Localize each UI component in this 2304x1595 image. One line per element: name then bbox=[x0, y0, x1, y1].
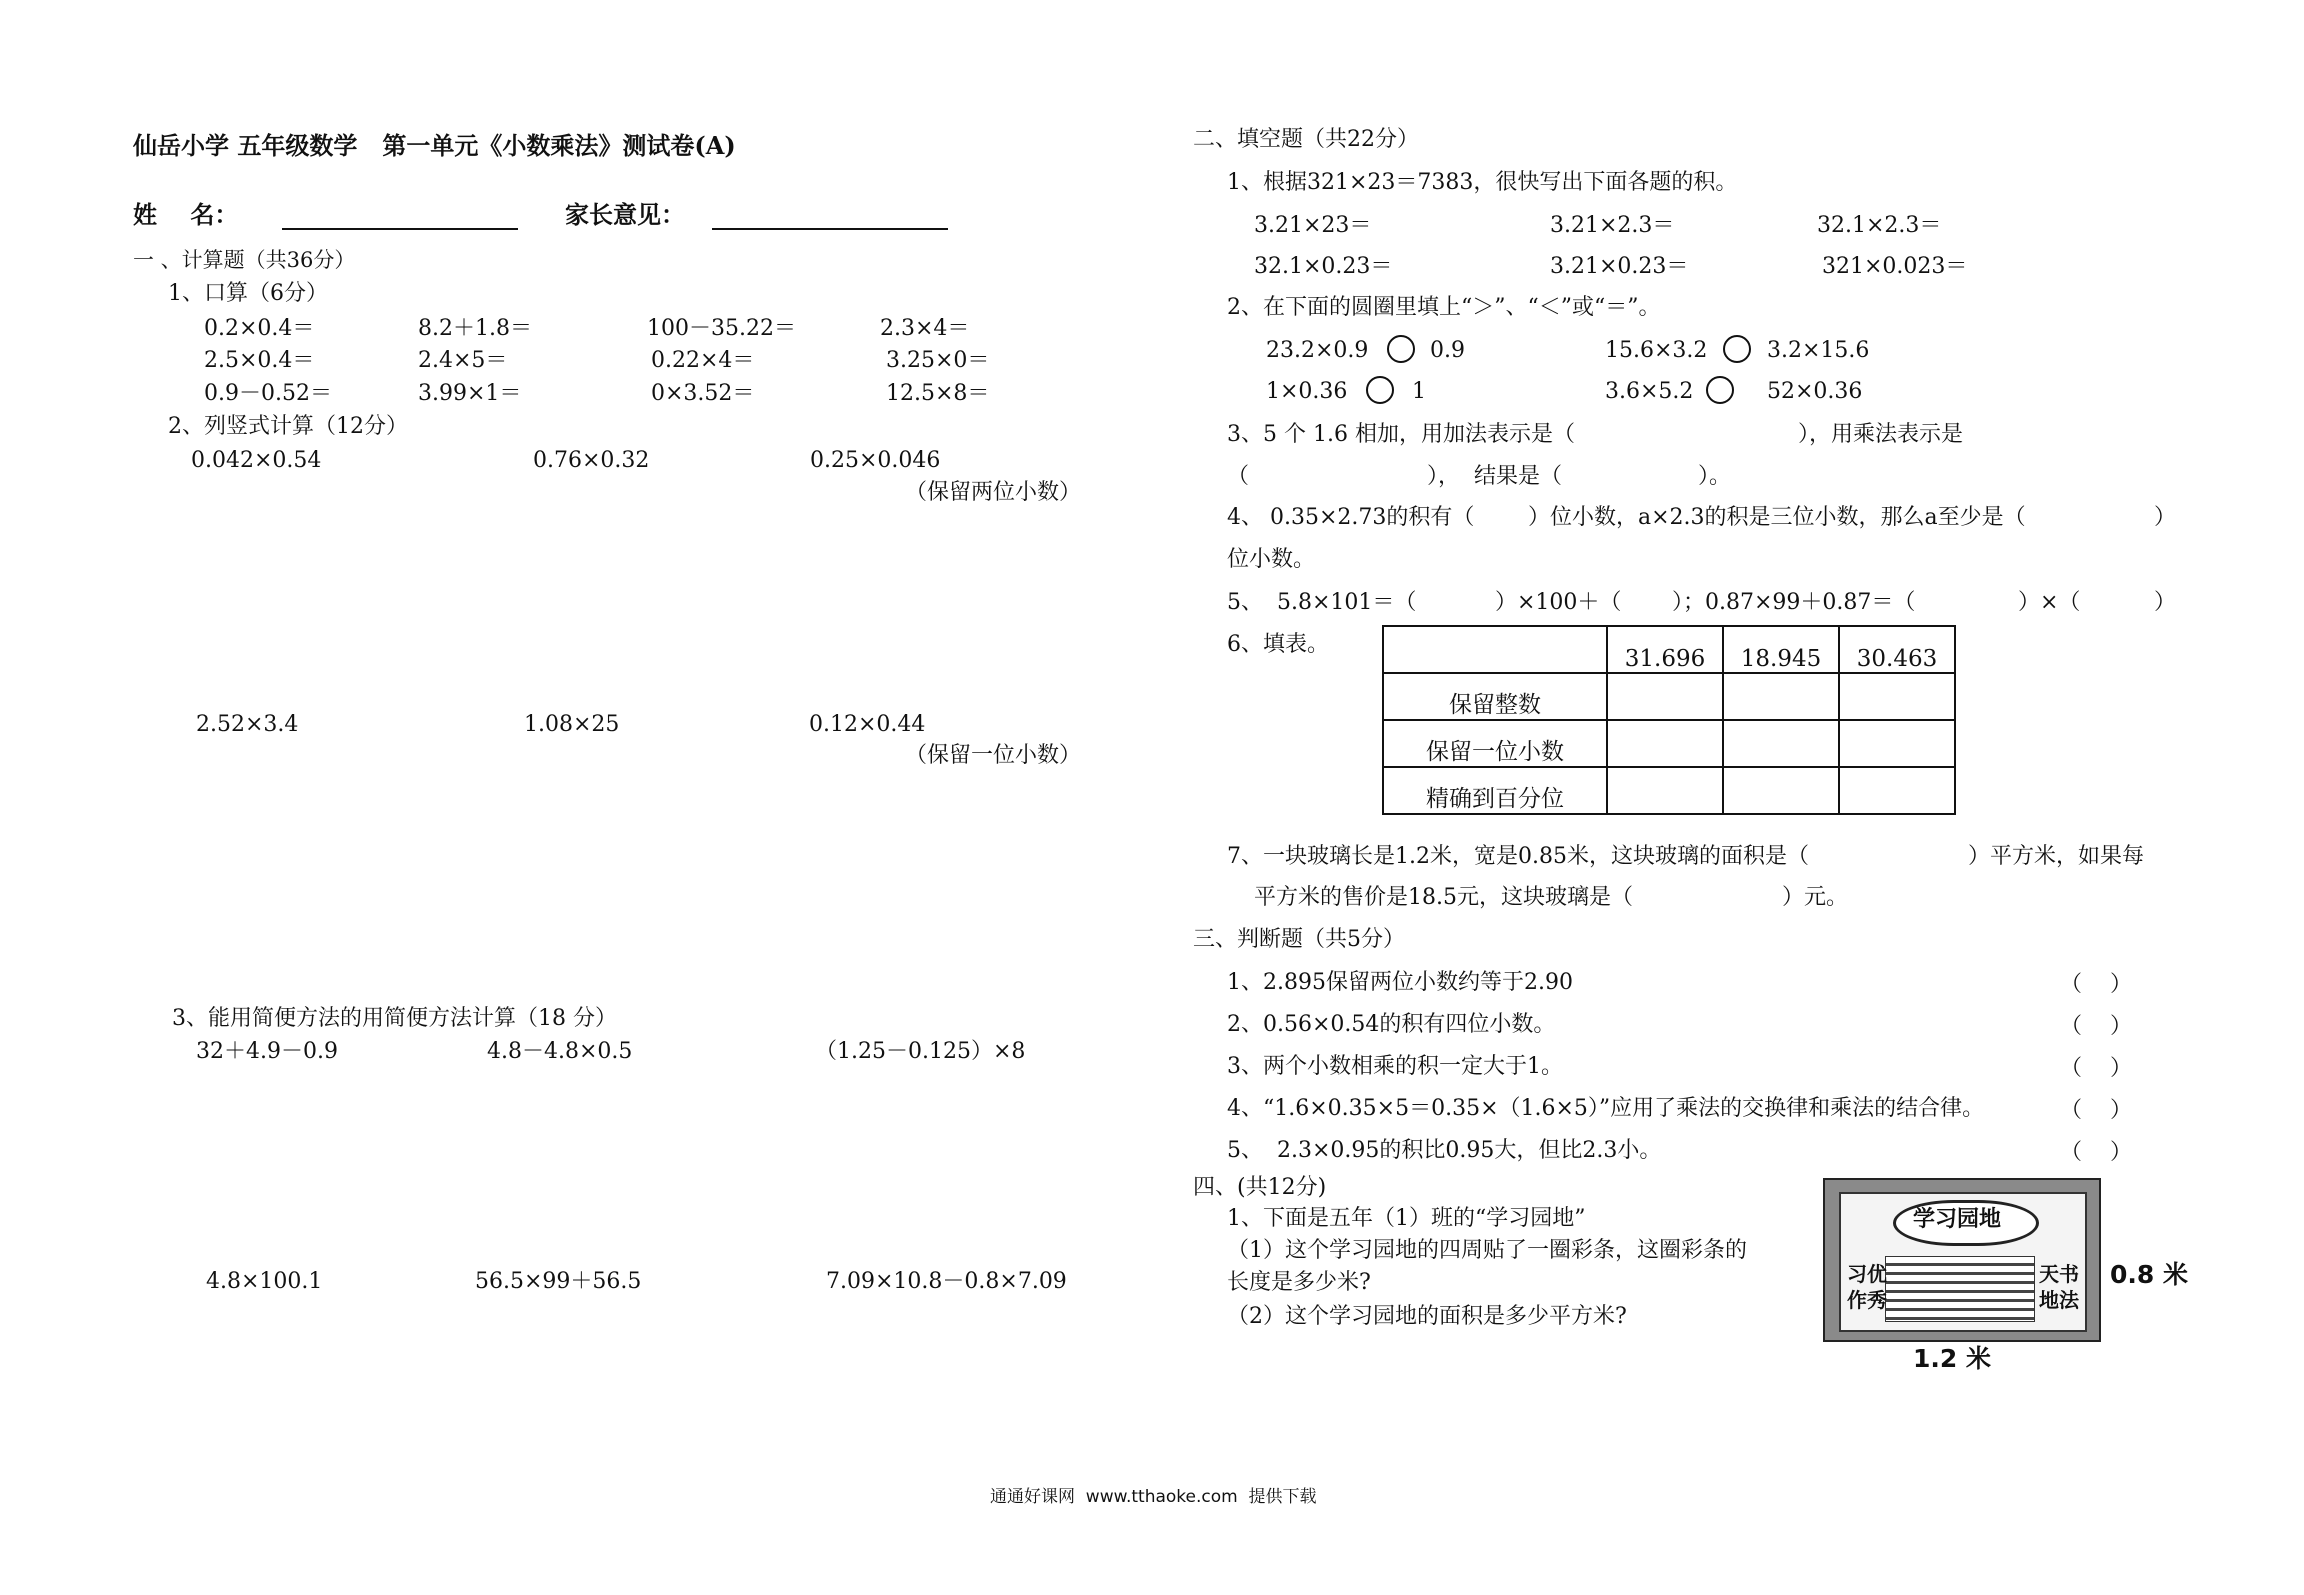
fill-q7-c: 平方米的售价是18.5元，这块玻璃是（ bbox=[1254, 885, 1633, 910]
table-header-cell: 31.696 bbox=[1607, 626, 1723, 673]
fill-q3-b: ），用乘法表示是 bbox=[1798, 422, 1964, 447]
fill-q6-label: 6、填表。 bbox=[1227, 632, 1329, 657]
simplify-item: 4.8－4.8×0.5 bbox=[487, 1039, 633, 1064]
round-note: （保留一位小数） bbox=[905, 743, 1082, 768]
oral-item: 2.3×4＝ bbox=[880, 316, 970, 341]
simplify-item: 32＋4.9－0.9 bbox=[196, 1039, 338, 1064]
q3-heading: 3、能用简便方法的用简便方法计算（18 分） bbox=[172, 1006, 617, 1031]
table-row-label: 精确到百分位 bbox=[1383, 767, 1607, 814]
judge-item: 4、“1.6×0.35×5＝0.35×（1.6×5）”应用了乘法的交换律和乘法的结合律。 bbox=[1227, 1096, 1985, 1121]
judge-bracket[interactable]: （ ） bbox=[2060, 1140, 2132, 1165]
table-answer-cell[interactable] bbox=[1723, 767, 1839, 814]
table-answer-cell[interactable] bbox=[1839, 673, 1955, 720]
fill-q3-e: ）。 bbox=[1698, 464, 1732, 489]
footer-text: 通通好课网 www.tthaoke.com 提供下载 bbox=[990, 1487, 1317, 1507]
fill-q7-a: 7、一块玻璃长是1.2米，宽是0.85米，这块玻璃的面积是（ bbox=[1227, 844, 1809, 869]
compare-right: 1 bbox=[1412, 379, 1426, 404]
fill-q5-b: ）×100＋（ bbox=[1495, 590, 1622, 615]
vertical-item: 0.042×0.54 bbox=[191, 448, 322, 473]
product-item: 3.21×23＝ bbox=[1254, 213, 1372, 238]
s4-line4: （2）这个学习园地的面积是多少平方米? bbox=[1227, 1304, 1627, 1329]
fill-q7-d: ）元。 bbox=[1782, 885, 1849, 910]
vertical-item: 2.52×3.4 bbox=[196, 712, 299, 737]
judge-bracket[interactable]: （ ） bbox=[2060, 972, 2132, 997]
oral-item: 8.2＋1.8＝ bbox=[418, 316, 532, 341]
table-row-label: 保留一位小数 bbox=[1383, 720, 1607, 767]
fill-q4-a: 4、 0.35×2.73的积有（ bbox=[1227, 505, 1475, 530]
fill-q3-c: （ bbox=[1227, 464, 1250, 489]
s4-line1: 1、下面是五年（1）班的“学习园地” bbox=[1227, 1206, 1586, 1231]
simplify-item: （1.25－0.125）×8 bbox=[815, 1039, 1026, 1064]
simplify-item: 4.8×100.1 bbox=[206, 1269, 323, 1294]
fill-q5-e: ） bbox=[2154, 590, 2177, 615]
board-title: 学习园地 bbox=[1913, 1206, 2002, 1232]
name-line bbox=[282, 228, 518, 230]
oral-item: 0.2×0.4＝ bbox=[204, 316, 315, 341]
fill-q4-c: ） bbox=[2154, 505, 2177, 530]
table-answer-cell[interactable] bbox=[1839, 720, 1955, 767]
fill-q2-text: 2、在下面的圆圈里填上“＞”、“＜”或“＝”。 bbox=[1227, 295, 1661, 320]
parent-line bbox=[712, 228, 948, 230]
judge-item: 5、 2.3×0.95的积比0.95大，但比2.3小。 bbox=[1227, 1138, 1662, 1163]
compare-left: 1×0.36 bbox=[1266, 379, 1348, 404]
oral-item: 0×3.52＝ bbox=[651, 381, 755, 406]
table-answer-cell[interactable] bbox=[1607, 720, 1723, 767]
table-answer-cell[interactable] bbox=[1839, 767, 1955, 814]
judge-bracket[interactable]: （ ） bbox=[2060, 1056, 2132, 1081]
section1-heading: 一 、计算题（共36分） bbox=[133, 248, 356, 272]
fill-q5-c: ）；0.87×99＋0.87＝（ bbox=[1672, 590, 1916, 615]
table-answer-cell[interactable] bbox=[1607, 767, 1723, 814]
fill-q1-text: 1、根据321×23＝7383，很快写出下面各题的积。 bbox=[1227, 170, 1738, 195]
table-answer-cell[interactable] bbox=[1607, 673, 1723, 720]
section4-heading: 四、(共12分) bbox=[1193, 1175, 1327, 1200]
product-item: 3.21×2.3＝ bbox=[1550, 213, 1675, 238]
compare-right: 3.2×15.6 bbox=[1767, 338, 1870, 363]
product-item: 32.1×0.23＝ bbox=[1254, 254, 1393, 279]
oral-item: 100－35.22＝ bbox=[647, 316, 796, 341]
fill-q4-d: 位小数。 bbox=[1227, 547, 1316, 572]
fill-q4-b: ）位小数，a×2.3的积是三位小数，那么a至少是（ bbox=[1528, 505, 2026, 530]
vertical-item: 0.76×0.32 bbox=[533, 448, 650, 473]
compare-circle[interactable] bbox=[1706, 376, 1734, 404]
board-width-label: 1.2 米 bbox=[1913, 1344, 1991, 1373]
fill-q5-a: 5、 5.8×101＝（ bbox=[1227, 590, 1417, 615]
q2-heading: 2、列竖式计算（12分） bbox=[168, 414, 408, 439]
board-panel bbox=[1839, 1192, 2087, 1332]
section2-heading: 二、填空题（共22分） bbox=[1193, 127, 1419, 152]
table-row-label: 保留整数 bbox=[1383, 673, 1607, 720]
simplify-item: 56.5×99＋56.5 bbox=[475, 1269, 642, 1294]
board-right-1: 天书 bbox=[2039, 1262, 2079, 1286]
compare-left: 3.6×5.2 bbox=[1605, 379, 1694, 404]
board-lines bbox=[1885, 1256, 2035, 1322]
fill-q3-d: ）， 结果是（ bbox=[1427, 464, 1562, 489]
table-answer-cell[interactable] bbox=[1723, 720, 1839, 767]
oral-item: 0.22×4＝ bbox=[651, 348, 755, 373]
fill-q3-a: 3、5 个 1.6 相加，用加法表示是（ bbox=[1227, 422, 1575, 447]
compare-right: 52×0.36 bbox=[1767, 379, 1863, 404]
s4-line2: （1）这个学习园地的四周贴了一圈彩条，这圈彩条的 bbox=[1227, 1238, 1747, 1263]
oral-item: 3.99×1＝ bbox=[418, 381, 522, 406]
compare-left: 15.6×3.2 bbox=[1605, 338, 1708, 363]
oral-item: 2.4×5＝ bbox=[418, 348, 508, 373]
fill-q7-b: ）平方米，如果每 bbox=[1968, 844, 2145, 869]
board-right-2: 地法 bbox=[2039, 1288, 2079, 1312]
judge-bracket[interactable]: （ ） bbox=[2060, 1098, 2132, 1123]
round-note: （保留两位小数） bbox=[905, 480, 1082, 505]
judge-item: 3、两个小数相乘的积一定大于1。 bbox=[1227, 1054, 1563, 1079]
table-corner-cell bbox=[1383, 626, 1607, 673]
oral-item: 3.25×0＝ bbox=[886, 348, 990, 373]
compare-circle[interactable] bbox=[1723, 335, 1751, 363]
product-item: 32.1×2.3＝ bbox=[1817, 213, 1942, 238]
product-item: 321×0.023＝ bbox=[1822, 254, 1968, 279]
oral-item: 0.9－0.52＝ bbox=[204, 381, 332, 406]
section3-heading: 三、判断题（共5分） bbox=[1193, 927, 1405, 952]
s4-line3: 长度是多少米? bbox=[1227, 1270, 1371, 1295]
table-answer-cell[interactable] bbox=[1723, 673, 1839, 720]
page-title: 仙岳小学 五年级数学 第一单元《小数乘法》测试卷(A) bbox=[133, 131, 736, 160]
product-item: 3.21×0.23＝ bbox=[1550, 254, 1689, 279]
q1-heading: 1、口算（6分） bbox=[168, 281, 328, 306]
board-left-2: 作秀 bbox=[1847, 1288, 1887, 1312]
parent-label: 家长意见： bbox=[565, 200, 685, 229]
board-left-1: 习优 bbox=[1847, 1262, 1887, 1286]
board-height-label: 0.8 米 bbox=[2110, 1260, 2188, 1289]
compare-left: 23.2×0.9 bbox=[1266, 338, 1369, 363]
compare-circle[interactable] bbox=[1387, 335, 1415, 363]
oral-item: 2.5×0.4＝ bbox=[204, 348, 315, 373]
judge-bracket[interactable]: （ ） bbox=[2060, 1014, 2132, 1039]
table-header-cell: 30.463 bbox=[1839, 626, 1955, 673]
vertical-item: 0.25×0.046 bbox=[810, 448, 941, 473]
compare-circle[interactable] bbox=[1366, 376, 1394, 404]
vertical-item: 0.12×0.44 bbox=[809, 712, 926, 737]
judge-item: 2、0.56×0.54的积有四位小数。 bbox=[1227, 1012, 1556, 1037]
oral-item: 12.5×8＝ bbox=[886, 381, 990, 406]
compare-right: 0.9 bbox=[1430, 338, 1465, 363]
vertical-item: 1.08×25 bbox=[524, 712, 620, 737]
rounding-table bbox=[1382, 625, 1956, 815]
table-header-cell: 18.945 bbox=[1723, 626, 1839, 673]
fill-q5-d: ）×（ bbox=[2018, 590, 2081, 615]
name-label: 姓 名： bbox=[133, 200, 239, 229]
learning-board bbox=[1823, 1178, 2101, 1342]
judge-item: 1、2.895保留两位小数约等于2.90 bbox=[1227, 970, 1573, 995]
simplify-item: 7.09×10.8－0.8×7.09 bbox=[826, 1269, 1067, 1294]
